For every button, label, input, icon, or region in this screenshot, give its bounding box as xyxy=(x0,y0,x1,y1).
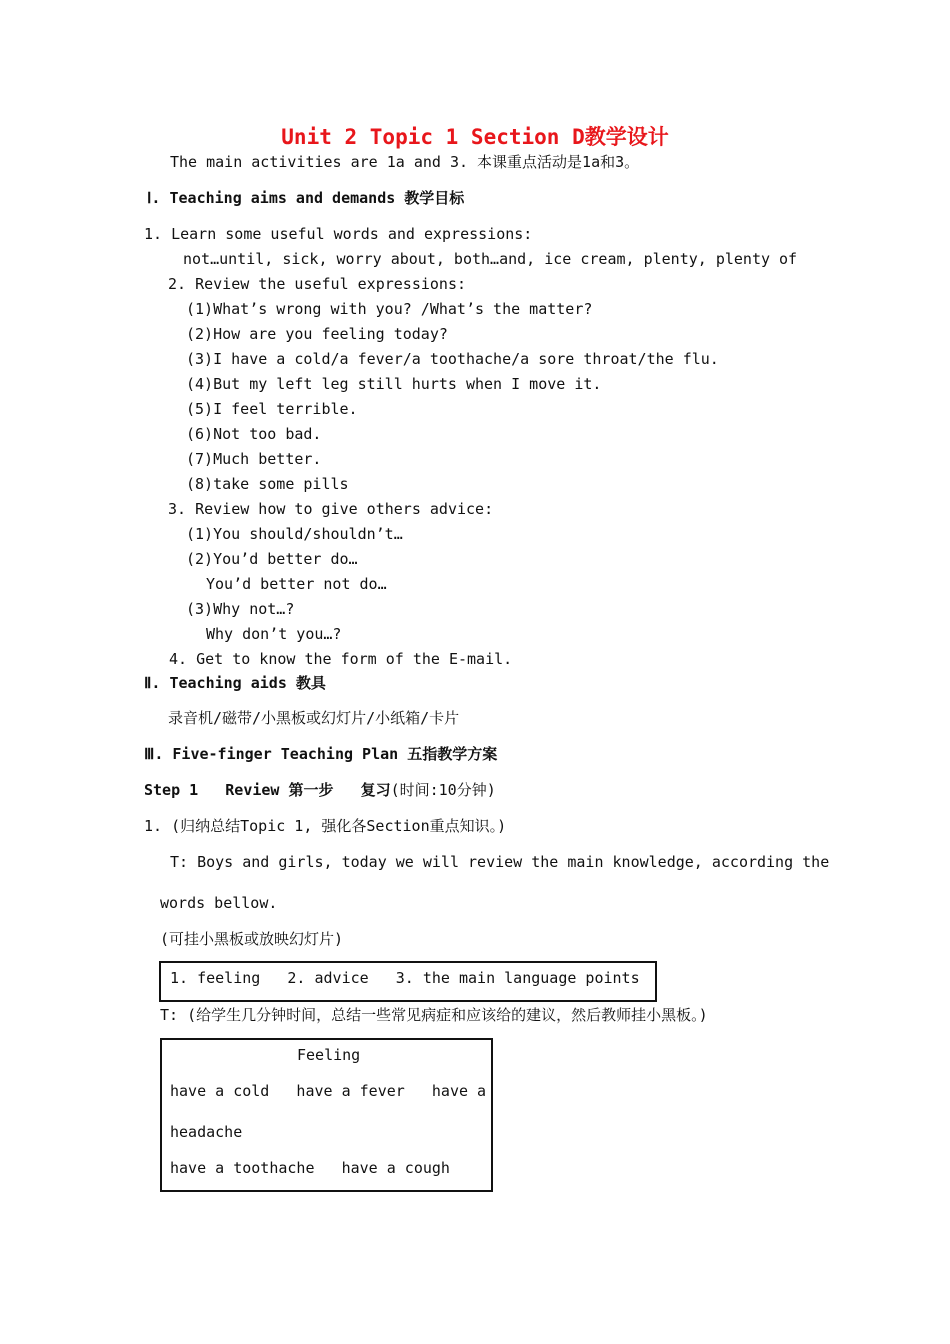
document-title: Unit 2 Topic 1 Section D教学设计 xyxy=(281,125,669,149)
advice-line: You’d better not do… xyxy=(206,575,387,593)
expression-line: (8)take some pills xyxy=(186,475,349,493)
aim-item-1-words: not…until, sick, worry about, both…and, ice cream, plenty, plenty of xyxy=(183,250,798,268)
teacher-line-continued: words bellow. xyxy=(160,894,278,912)
step-1-title: Step 1 Review 第一步 复习 xyxy=(144,781,391,799)
aim-item-2: 2. Review the useful expressions: xyxy=(168,275,467,293)
expression-line: (7)Much better. xyxy=(186,450,322,468)
section-1-heading: Ⅰ. Teaching aims and demands 教学目标 xyxy=(147,189,465,207)
aim-item-4: 4. Get to know the form of the E-mail. xyxy=(169,650,513,668)
expression-line: (1)What’s wrong with you? /What’s the matter? xyxy=(186,300,593,318)
box-2-line: have a cold have a fever have a xyxy=(170,1082,487,1100)
advice-line: Why don’t you…? xyxy=(206,625,342,643)
advice-line: (2)You’d better do… xyxy=(186,550,358,568)
box-1-text: 1. feeling 2. advice 3. the main language points xyxy=(170,969,640,987)
blackboard-box-2 xyxy=(160,1038,493,1192)
teacher-line: T: Boys and girls, today we will review the main knowledge, according the xyxy=(170,853,830,871)
step-1-paragraph: 1. (归纳总结Topic 1, 强化各Section重点知识。) xyxy=(144,817,507,835)
box-2-line: headache xyxy=(170,1123,243,1141)
expression-line: (4)But my left leg still hurts when I move it. xyxy=(186,375,602,393)
expression-line: (6)Not too bad. xyxy=(186,425,322,443)
aim-item-1: 1. Learn some useful words and expressions: xyxy=(144,225,533,243)
teacher-instruction: T: (给学生几分钟时间，总结一些常见病症和应该给的建议，然后教师挂小黑板。) xyxy=(160,1006,708,1024)
note-text: (可挂小黑板或放映幻灯片) xyxy=(160,930,344,948)
intro-text: The main activities are 1a and 3. 本课重点活动是1a和3。 xyxy=(170,153,640,171)
expression-line: (3)I have a cold/a fever/a toothache/a sore throat/the flu. xyxy=(186,350,719,368)
blackboard-box-1 xyxy=(159,961,657,1002)
expression-line: (2)How are you feeling today? xyxy=(186,325,448,343)
teaching-aids-text: 录音机/磁带/小黑板或幻灯片/小纸箱/卡片 xyxy=(168,709,460,727)
step-1-time: (时间:10分钟) xyxy=(390,781,496,799)
box-2-line: have a toothache have a cough xyxy=(170,1159,450,1177)
step-1-heading xyxy=(144,781,496,799)
section-2-heading: Ⅱ. Teaching aids 教具 xyxy=(144,674,326,692)
aim-item-3: 3. Review how to give others advice: xyxy=(168,500,494,518)
advice-line: (3)Why not…? xyxy=(186,600,295,618)
box-2-heading: Feeling xyxy=(297,1046,361,1064)
expression-line: (5)I feel terrible. xyxy=(186,400,358,418)
section-3-heading: Ⅲ. Five-finger Teaching Plan 五指教学方案 xyxy=(144,745,498,763)
advice-line: (1)You should/shouldn’t… xyxy=(186,525,403,543)
